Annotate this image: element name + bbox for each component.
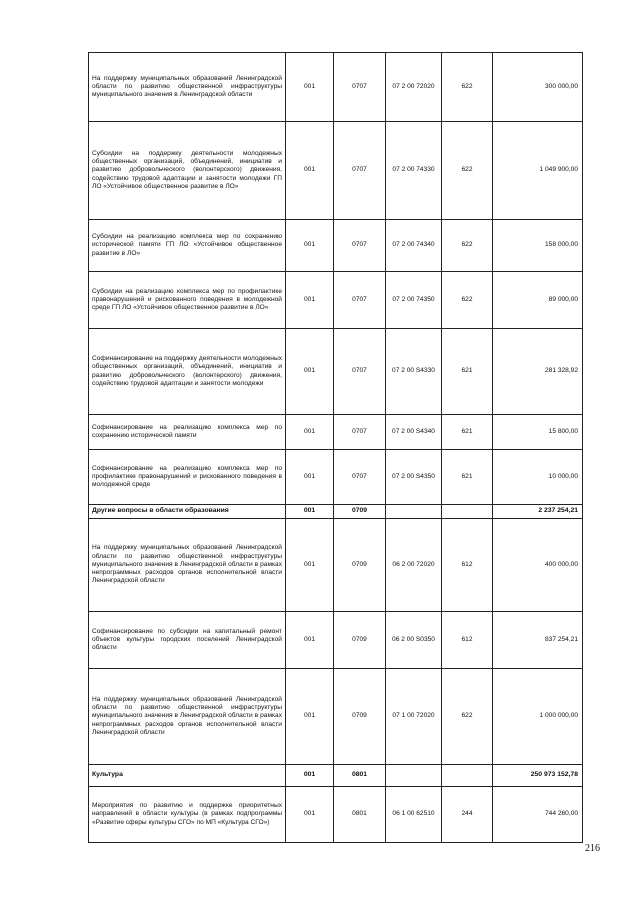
page-number: 216 (585, 843, 600, 854)
row-description: Субсидии на реализацию комплекса мер по сохранению исторической памяти ГП ЛО «Устойчивое общественное развитие в ЛО» (89, 220, 286, 272)
row-description: Культура (89, 765, 286, 787)
row-amount: 400 000,00 (493, 519, 583, 612)
table-row (89, 505, 583, 519)
row-amount: 158 000,00 (493, 220, 583, 272)
table-row (89, 765, 583, 787)
row-description: На поддержку муниципальных образований Ленинградской области по развитию общественной инфраструктуры муниципального значения в Ленинградской области в рамках непрограммных расходов органов исполнительной власти Ленинградской области (89, 519, 286, 612)
row-expense-type (442, 765, 493, 787)
row-expense-type: 244 (442, 787, 493, 843)
row-amount: 744 260,00 (493, 787, 583, 843)
row-expense-type: 622 (442, 122, 493, 220)
row-amount: 10 000,00 (493, 450, 583, 505)
table-row (89, 122, 583, 220)
row-expense-type: 621 (442, 450, 493, 505)
row-expense-type: 622 (442, 272, 493, 329)
row-description: На поддержку муниципальных образований Ленинградской области по развитию общественной инфраструктуры муниципального значения в Ленинградской области (89, 53, 286, 122)
row-description: Мероприятия по развитию и поддержке приоритетных направлений в области культуры (в рамках подпрограммы «Развитие сферы культуры СГО» по МП «Культура СГО») (89, 787, 286, 843)
table-row (89, 787, 583, 843)
row-section-code: 0709 (334, 505, 386, 519)
row-target-article (386, 765, 442, 787)
row-target-article: 07 2 00 74330 (386, 122, 442, 220)
row-section-code: 0709 (334, 612, 386, 669)
row-section-code: 0709 (334, 519, 386, 612)
row-admin-code: 001 (286, 765, 334, 787)
row-amount: 15 800,00 (493, 415, 583, 450)
row-admin-code: 001 (286, 669, 334, 765)
row-admin-code: 001 (286, 53, 334, 122)
row-target-article: 07 2 00 S4330 (386, 329, 442, 415)
budget-table (88, 52, 583, 843)
row-target-article: 06 2 00 72020 (386, 519, 442, 612)
budget-table-body (89, 53, 583, 843)
row-admin-code: 001 (286, 415, 334, 450)
row-target-article: 07 2 00 74340 (386, 220, 442, 272)
row-section-code: 0801 (334, 787, 386, 843)
row-description: Субсидии на реализацию комплекса мер по профилактике правонарушений и рискованного поведения в молодежной среде ГП ЛО «Устойчивое общественное развитие в ЛО» (89, 272, 286, 329)
row-expense-type: 621 (442, 415, 493, 450)
row-target-article: 07 2 00 S4350 (386, 450, 442, 505)
row-admin-code: 001 (286, 505, 334, 519)
row-admin-code: 001 (286, 519, 334, 612)
row-expense-type: 621 (442, 329, 493, 415)
table-row (89, 272, 583, 329)
row-section-code: 0707 (334, 272, 386, 329)
row-amount: 1 049 900,00 (493, 122, 583, 220)
row-description: Софинансирование по субсидии на капитальный ремонт объектов культуры городских поселений Ленинградской области (89, 612, 286, 669)
row-target-article: 07 2 00 S4340 (386, 415, 442, 450)
row-amount: 1 000 000,00 (493, 669, 583, 765)
row-expense-type: 622 (442, 53, 493, 122)
row-section-code: 0707 (334, 53, 386, 122)
row-target-article: 07 2 00 74350 (386, 272, 442, 329)
row-section-code: 0707 (334, 415, 386, 450)
row-admin-code: 001 (286, 787, 334, 843)
row-amount: 2 237 254,21 (493, 505, 583, 519)
row-expense-type (442, 505, 493, 519)
row-amount: 250 973 152,78 (493, 765, 583, 787)
row-admin-code: 001 (286, 122, 334, 220)
table-row (89, 220, 583, 272)
row-section-code: 0707 (334, 450, 386, 505)
table-row (89, 329, 583, 415)
row-description: Субсидии на поддержку деятельности молодежных общественных организаций, объединений, инициатив и развитию добровольческого (волонтерского) движения, содействию трудовой адаптации и занятости молодежи ГП ЛО «Устойчивое общественное развитие в ЛО» (89, 122, 286, 220)
table-row (89, 519, 583, 612)
row-admin-code: 001 (286, 220, 334, 272)
table-row (89, 669, 583, 765)
row-section-code: 0709 (334, 669, 386, 765)
row-target-article: 06 2 00 S0350 (386, 612, 442, 669)
row-section-code: 0707 (334, 220, 386, 272)
row-amount: 89 000,00 (493, 272, 583, 329)
row-description: Софинансирование на поддержку деятельности молодежных общественных организаций, объединений, инициатив и развитию добровольческого (волонтерского) движения, содействию трудовой адаптации и занятости молодежи (89, 329, 286, 415)
row-target-article: 07 1 00 72020 (386, 669, 442, 765)
row-expense-type: 622 (442, 220, 493, 272)
row-expense-type: 622 (442, 669, 493, 765)
row-amount: 300 000,00 (493, 53, 583, 122)
row-admin-code: 001 (286, 450, 334, 505)
row-amount: 281 328,92 (493, 329, 583, 415)
row-description: Софинансирование на реализацию комплекса мер по профилактике правонарушений и рискованного поведения в молодежной среде (89, 450, 286, 505)
row-expense-type: 612 (442, 612, 493, 669)
table-row (89, 53, 583, 122)
row-description: Софинансирование на реализацию комплекса мер по сохранению исторической памяти (89, 415, 286, 450)
table-row (89, 450, 583, 505)
row-section-code: 0801 (334, 765, 386, 787)
row-admin-code: 001 (286, 329, 334, 415)
row-target-article (386, 505, 442, 519)
row-admin-code: 001 (286, 272, 334, 329)
row-admin-code: 001 (286, 612, 334, 669)
row-section-code: 0707 (334, 329, 386, 415)
row-section-code: 0707 (334, 122, 386, 220)
row-description: На поддержку муниципальных образований Ленинградской области по развитию общественной инфраструктуры муниципального значения в Ленинградской области в рамках непрограммных расходов органов исполнительной власти Ленинградской области (89, 669, 286, 765)
row-target-article: 06 1 00 62510 (386, 787, 442, 843)
row-amount: 837 254,21 (493, 612, 583, 669)
row-expense-type: 612 (442, 519, 493, 612)
table-row (89, 612, 583, 669)
table-row (89, 415, 583, 450)
row-target-article: 07 2 00 72020 (386, 53, 442, 122)
row-description: Другие вопросы в области образования (89, 505, 286, 519)
